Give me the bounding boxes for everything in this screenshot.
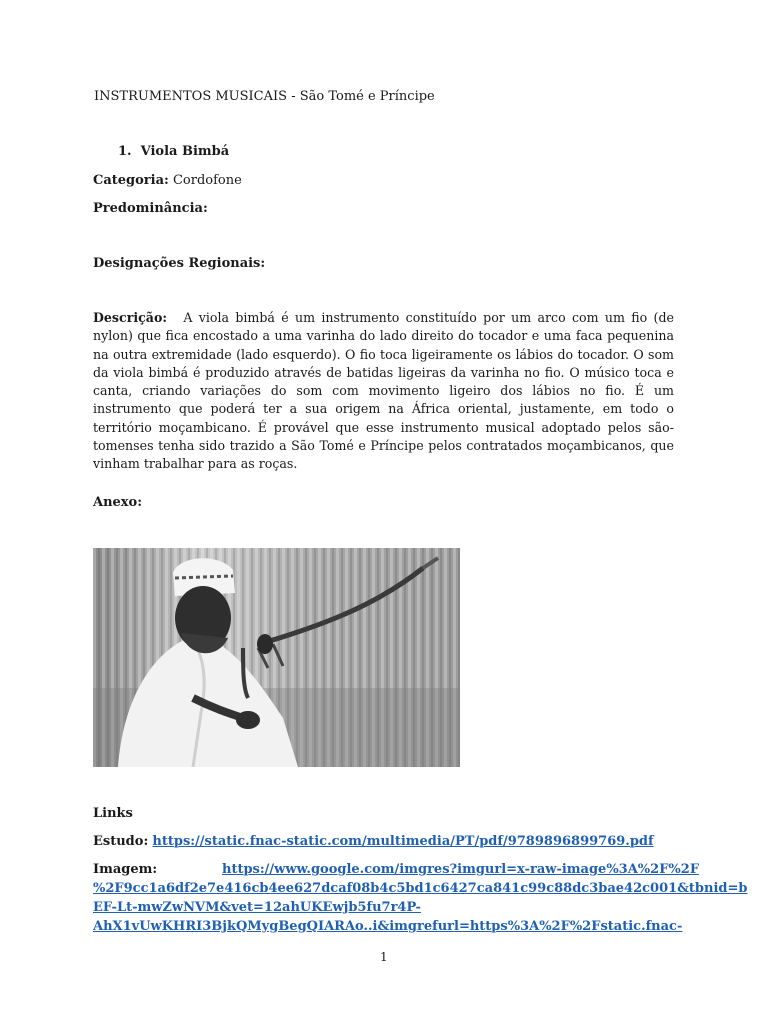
estudo-row xyxy=(93,833,654,851)
imagem-link-line-1[interactable]: https://www.google.com/imgres?imgurl=x-raw-image%3A%2F%2F xyxy=(222,862,700,877)
descricao-text: A viola bimbá é um instrumento constituído por um arco com um fio (de nylon) que fica encostado a uma varinha do lado direito do tocador e uma faca pequenina na outra extremidade (lado esquerdo). O fio toca ligeiramente os lábios do tocador. O som da viola bimbá é produzido através de batidas ligeiras da varinha no fio. O músico toca e canta, criando variações do som com movimento ligeiro dos lábios no fio. É um instrumento que poderá ter a sua origem na África oriental, justamente, em todo o território moçambicano. É provável que esse instrumento musical adoptado pelos são-tomenses tenha sido trazido a São Tomé e Príncipe pelos contratados moçambicanos, que vinham trabalhar para as roças. xyxy=(93,310,674,472)
categoria-row xyxy=(93,172,242,190)
links-heading: Links xyxy=(93,806,133,821)
instrument-heading: 1. Viola Bimbá xyxy=(118,144,230,159)
estudo-label: Estudo: xyxy=(93,834,149,849)
categoria-value: Cordofone xyxy=(172,173,242,188)
estudo-link[interactable]: https://static.fnac-static.com/multimedia/PT/pdf/9789896899769.pdf xyxy=(152,834,654,849)
imagem-link-line-2[interactable]: %2F9cc1a6df2e7e416cb4ee627dcaf08b4c5bd1c6427ca841c99c88dc3bae42c001&tbnid=b xyxy=(93,881,748,896)
page-number: 1 xyxy=(380,950,388,964)
imagem-link-line-4[interactable]: AhX1vUwKHRI3BjkQMygBegQIARAo..i&imgrefurl=https%3A%2F%2Fstatic.fnac- xyxy=(93,919,683,934)
viola-bimba-photo xyxy=(93,548,460,767)
descricao-label: Descrição: xyxy=(93,310,167,325)
descricao-paragraph xyxy=(93,309,674,474)
anexo-label: Anexo: xyxy=(93,495,143,510)
imagem-link-line-3[interactable]: EF-Lt-mwZwNVM&vet=12ahUKEwjb5fu7r4P- xyxy=(93,900,421,915)
designacoes-label: Designações Regionais: xyxy=(93,256,266,271)
categoria-label: Categoria: xyxy=(93,173,169,188)
document-title: INSTRUMENTOS MUSICAIS - São Tomé e Príncipe xyxy=(94,89,435,104)
predominancia-label: Predominância: xyxy=(93,201,208,216)
imagem-label: Imagem: xyxy=(93,862,158,877)
